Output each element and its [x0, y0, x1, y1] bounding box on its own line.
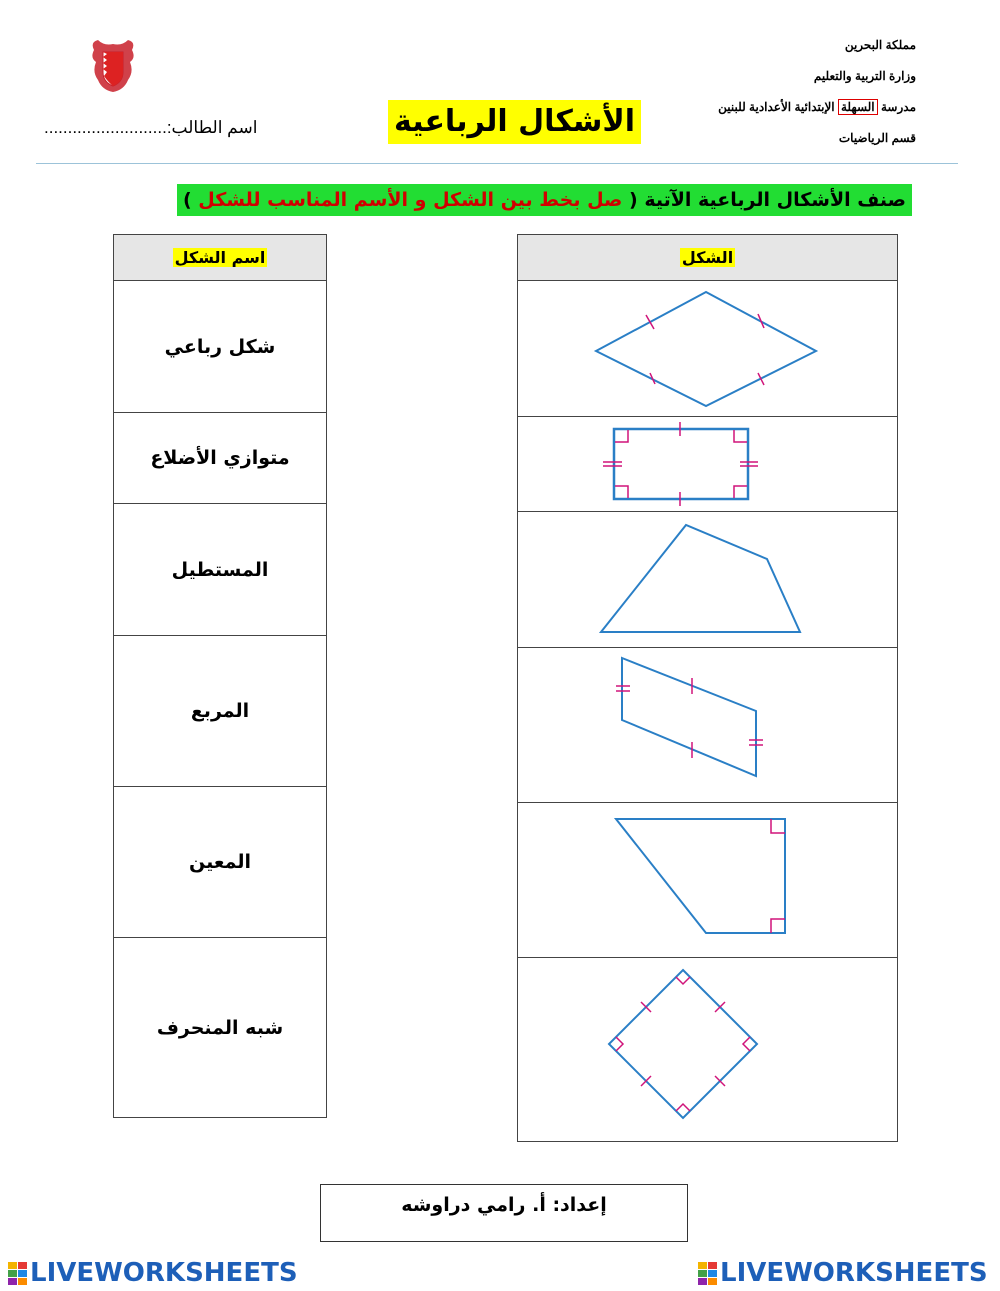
shape-cell[interactable]	[518, 281, 898, 417]
name-cell[interactable]	[114, 636, 327, 787]
shape-cell[interactable]	[518, 958, 898, 1142]
student-name-field[interactable]	[44, 118, 257, 138]
names-header-cell	[114, 235, 327, 281]
brand-text: LIVEWORKSHEETS	[720, 1258, 988, 1288]
names-table	[113, 234, 327, 1118]
brand-text: LIVEWORKSHEETS	[30, 1258, 298, 1288]
student-name-label: اسم الطالب:	[166, 118, 258, 137]
name-label: المربع	[190, 700, 250, 722]
shapes-header: الشكل	[681, 248, 734, 267]
name-label: المستطيل	[171, 558, 269, 581]
shape-cell[interactable]	[518, 417, 898, 512]
name-cell[interactable]	[114, 504, 327, 636]
instruction-banner	[177, 184, 912, 216]
name-cell[interactable]	[114, 281, 327, 413]
shape-cell[interactable]	[518, 648, 898, 803]
header-country: مملكة البحرين	[844, 38, 916, 52]
name-label: المعين	[189, 851, 251, 873]
instruction-part2: صل بخط بين الشكل و الأسم المناسب للشكل	[198, 189, 623, 211]
name-cell[interactable]	[114, 938, 327, 1118]
shape-cell[interactable]	[518, 512, 898, 648]
square-shape	[518, 958, 897, 1137]
header-school	[718, 100, 916, 114]
names-header: اسم الشكل	[174, 248, 266, 267]
student-name-dots: ..........................	[44, 118, 167, 137]
name-label: شبه المنحرف	[156, 1016, 284, 1039]
liveworksheets-logo-left	[8, 1258, 298, 1288]
header-department: قسم الرياضيات	[838, 131, 916, 145]
header-ministry: وزارة التربية والتعليم	[813, 69, 916, 83]
quadrilateral-shape	[518, 512, 897, 643]
shapes-header-cell	[518, 235, 898, 281]
parallelogram-shape	[518, 648, 897, 798]
school-name-boxed: السهلة	[838, 99, 878, 115]
name-cell[interactable]	[114, 413, 327, 504]
shape-cell[interactable]	[518, 803, 898, 958]
header-divider	[36, 163, 958, 164]
school-suffix: الإبتدائية الأعدادية للبنين	[718, 100, 835, 114]
instruction-part3: )	[182, 189, 192, 211]
name-label: شكل رباعي	[164, 335, 276, 358]
name-cell[interactable]	[114, 787, 327, 938]
author-box: إعداد: أ. رامي دراوشه	[320, 1184, 688, 1242]
rectangle-shape	[518, 417, 897, 507]
page-title: الأشكال الرباعية	[388, 100, 641, 144]
liveworksheets-mark-icon	[8, 1262, 26, 1284]
instruction-part1: صنف الأشكال الرباعية الآتية (	[629, 189, 906, 211]
name-label: متوازي الأضلاع	[150, 447, 290, 469]
trapezoid-shape	[518, 803, 897, 953]
bahrain-emblem-icon	[90, 38, 136, 94]
rhombus-shape	[518, 281, 897, 412]
liveworksheets-mark-icon	[698, 1262, 716, 1284]
shapes-table	[517, 234, 898, 1142]
school-prefix: مدرسة	[880, 100, 916, 114]
liveworksheets-logo-right	[698, 1258, 988, 1288]
